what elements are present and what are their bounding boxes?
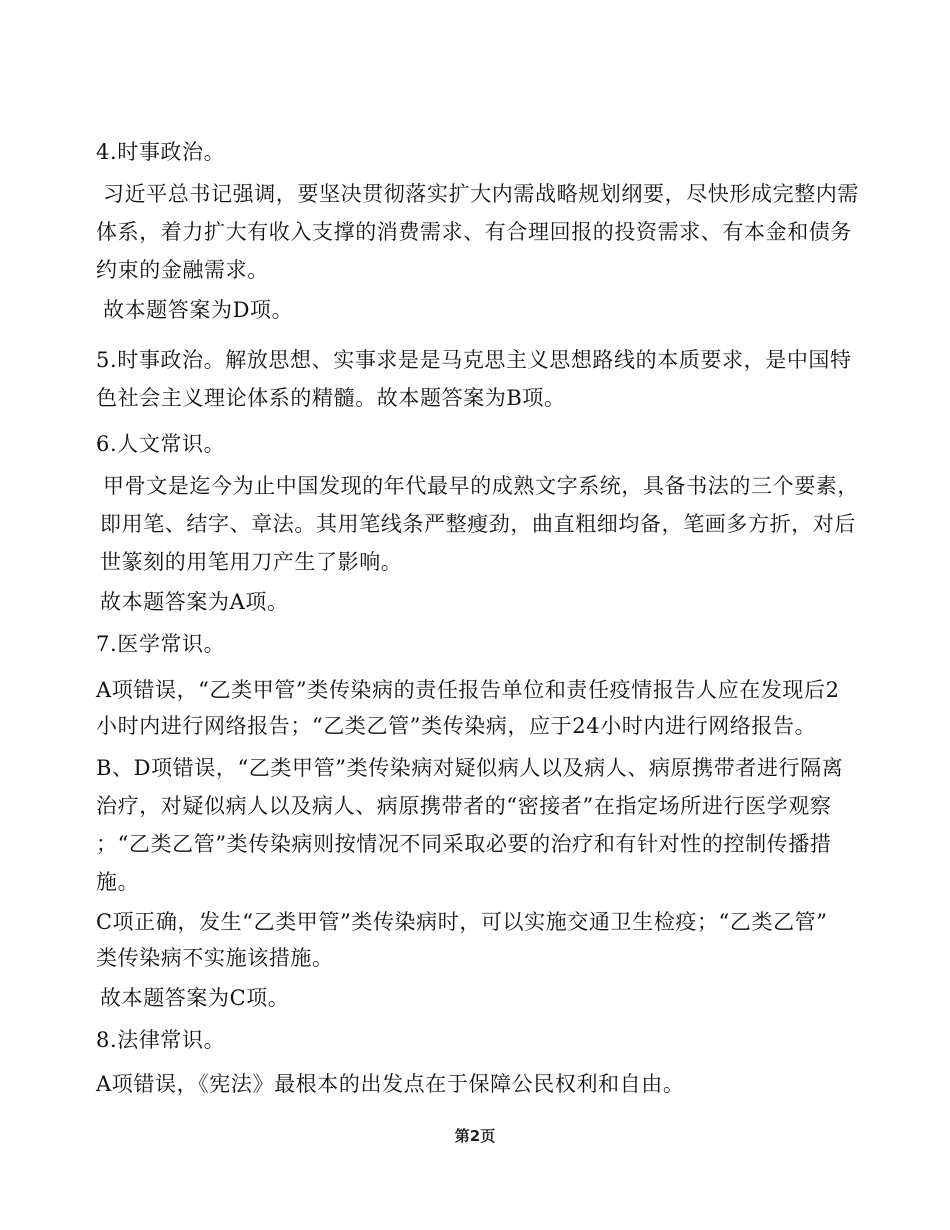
q6-body-line-3: 世篆刻的用笔用刀产生了影响。: [100, 550, 403, 574]
q7-c-line-1: C项正确，发生“乙类甲管”类传染病时，可以实施交通卫生检疫；“乙类乙管”: [96, 910, 828, 934]
q6-heading: 6.人文常识。: [96, 432, 226, 456]
q7-bd-line-2: 治疗，对疑似病人以及病人、病原携带者的“密接者”在指定场所进行医学观察: [96, 794, 832, 818]
page-number: 第2页: [454, 1127, 496, 1145]
q7-a-line-2: 小时内进行网络报告；“乙类乙管”类传染病，应于24小时内进行网络报告。: [96, 714, 817, 738]
q6-answer: 故本题答案为A项。: [100, 590, 289, 614]
q7-c-line-2: 类传染病不实施该措施。: [96, 946, 334, 970]
q7-bd-line-4: 施。: [96, 870, 140, 894]
q5-body-line-2: 色社会主义理论体系的精髓。故本题答案为B项。: [96, 386, 566, 410]
q6-body-line-1: 甲骨文是迄今为止中国发现的年代最早的成熟文字系统，具备书法的三个要素，: [103, 474, 859, 498]
q7-a-line-1: A项错误，“乙类甲管”类传染病的责任报告单位和责任疫情报告人应在发现后2: [96, 678, 840, 702]
q7-bd-line-1: B、D项错误，“乙类甲管”类传染病对疑似病人以及病人、病原携带者进行隔离: [96, 756, 844, 780]
q4-answer: 故本题答案为D项。: [103, 298, 294, 322]
q7-answer: 故本题答案为C项。: [100, 986, 290, 1010]
q8-heading: 8.法律常识。: [96, 1028, 226, 1052]
q4-body-line-2: 体系，着力扩大有收入支撑的消费需求、有合理回报的投资需求、有本金和债务: [96, 220, 852, 244]
q4-body-line-1: 习近平总书记强调，要坚决贯彻落实扩大内需战略规划纲要，尽快形成完整内需: [103, 182, 859, 206]
q5-body-line-1: 5.时事政治。解放思想、实事求是是马克思主义思想路线的本质要求，是中国特: [96, 348, 852, 372]
q4-body-line-3: 约束的金融需求。: [96, 258, 269, 282]
q7-bd-line-3: ；“乙类乙管”类传染病则按情况不同采取必要的治疗和有针对性的控制传播措: [96, 832, 832, 856]
q6-body-line-2: 即用笔、结字、章法。其用笔线条严整瘦劲，曲直粗细均备，笔画多方折，对后: [100, 512, 856, 536]
q7-heading: 7.医学常识。: [96, 632, 226, 656]
q4-heading: 4.时事政治。: [96, 140, 226, 164]
q8-body-line-1: A项错误，《宪法》最根本的出发点在于保障公民权利和自由。: [96, 1072, 685, 1096]
